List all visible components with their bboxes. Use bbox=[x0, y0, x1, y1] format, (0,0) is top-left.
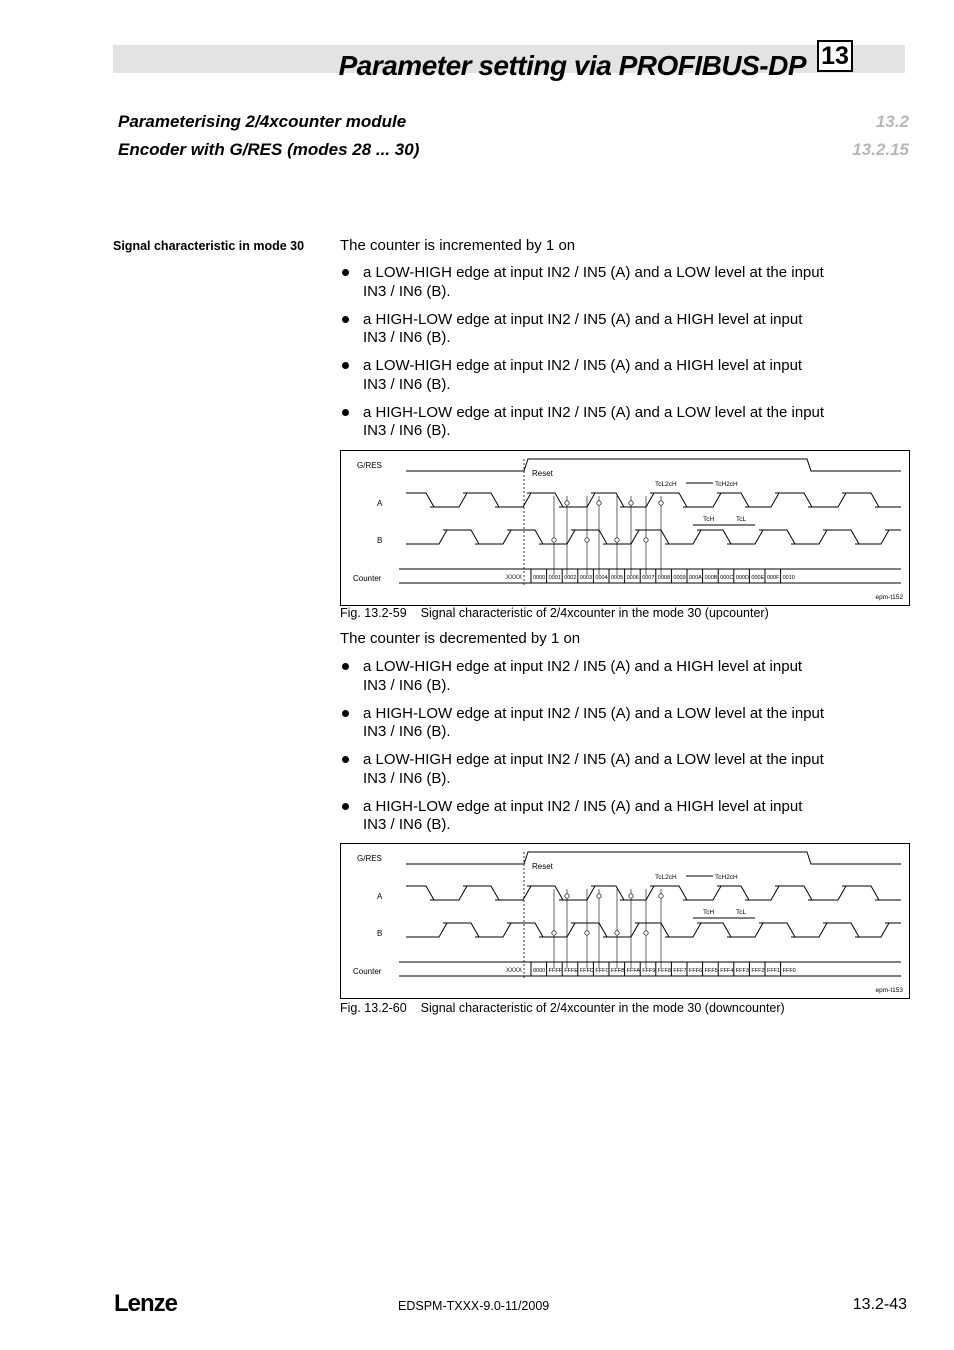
signal-label-a: A bbox=[377, 892, 383, 901]
counter-value: 000B bbox=[704, 575, 718, 581]
edge-marker-circle bbox=[565, 894, 569, 898]
timing-label-tcl: TcL bbox=[736, 516, 747, 523]
a-waveform bbox=[406, 886, 901, 900]
counter-value: 000D bbox=[735, 575, 749, 581]
section-number: 13.2 bbox=[875, 112, 909, 131]
timing-label-tch2ch: TcH2cH bbox=[715, 481, 738, 488]
page-number: 13.2-43 bbox=[852, 1296, 907, 1313]
page-title: Parameter setting via PROFIBUS-DP bbox=[338, 50, 806, 81]
counter-value: FFF3 bbox=[735, 968, 749, 974]
list-item: a HIGH-LOW edge at input IN2 / IN5 (A) and a LOW level at the input IN3 / IN6 (B). bbox=[340, 404, 880, 441]
counter-value: FFF7 bbox=[673, 968, 687, 974]
section-title: Parameterising 2/4xcounter module bbox=[118, 112, 407, 131]
counter-value: 0002 bbox=[564, 575, 577, 581]
edge-marker-circle bbox=[565, 501, 569, 505]
signal-label-counter: Counter bbox=[353, 574, 382, 583]
edge-marker-circle bbox=[615, 538, 619, 542]
figure-caption-down: Fig. 13.2-60 Signal characteristic of 2/4xcounter in the mode 30 (downcounter) bbox=[340, 1001, 785, 1015]
counter-value: FFFE bbox=[564, 968, 578, 974]
edge-marker-circle bbox=[629, 894, 633, 898]
counter-value: 0006 bbox=[626, 575, 639, 581]
timing-svg bbox=[341, 844, 909, 998]
counter-value: FFF6 bbox=[689, 968, 703, 974]
timing-label-tcl2ch: TcL2cH bbox=[655, 481, 677, 488]
signal-label-counter: Counter bbox=[353, 967, 382, 976]
edge-marker-circle bbox=[597, 894, 601, 898]
counter-value: 000F bbox=[767, 575, 780, 581]
timing-label-tch2ch: TcH2cH bbox=[715, 874, 738, 881]
counter-value: FFFC bbox=[595, 968, 610, 974]
counter-value: 0008 bbox=[657, 575, 671, 581]
counter-value: XXXX bbox=[506, 575, 523, 581]
timing-label-tcl: TcL bbox=[736, 909, 747, 916]
signal-label-gres: G/RES bbox=[357, 854, 382, 863]
list-item: a HIGH-LOW edge at input IN2 / IN5 (A) and a HIGH level at input IN3 / IN6 (B). bbox=[340, 798, 880, 835]
chapter-number: 13 bbox=[817, 40, 853, 72]
counter-value: XXXX bbox=[506, 968, 523, 974]
counter-value: FFFF bbox=[548, 968, 563, 974]
counter-value: FFF8 bbox=[657, 968, 671, 974]
signal-label-b: B bbox=[377, 536, 383, 545]
figure-caption-up: Fig. 13.2-59 Signal characteristic of 2/4xcounter in the mode 30 (upcounter) bbox=[340, 606, 769, 620]
counter-value: FFF4 bbox=[720, 968, 734, 974]
subsection-number: 13.2.15 bbox=[852, 140, 909, 159]
timing-svg bbox=[341, 451, 909, 605]
subsection-title: Encoder with G/RES (modes 28 ... 30) bbox=[118, 140, 420, 159]
reset-label: Reset bbox=[532, 862, 553, 871]
gres-waveform bbox=[406, 852, 901, 864]
counter-value: FFFB bbox=[611, 968, 625, 974]
down-bullet-list bbox=[340, 658, 880, 844]
counter-value: FFF5 bbox=[704, 968, 718, 974]
edge-marker-circle bbox=[597, 501, 601, 505]
counter-value: 000E bbox=[751, 575, 765, 581]
timing-label-tch: TcH bbox=[703, 516, 715, 523]
list-item: a LOW-HIGH edge at input IN2 / IN5 (A) and a HIGH level at input IN3 / IN6 (B). bbox=[340, 357, 880, 394]
counter-value: 0003 bbox=[579, 575, 593, 581]
counter-value: 000A bbox=[689, 575, 702, 581]
b-waveform bbox=[406, 530, 901, 544]
list-item: a HIGH-LOW edge at input IN2 / IN5 (A) and a LOW level at the input IN3 / IN6 (B). bbox=[340, 705, 880, 742]
timing-diagram-downcounter bbox=[340, 843, 910, 999]
counter-value: 0009 bbox=[673, 575, 686, 581]
document-id: EDSPM-TXXX-9.0-11/2009 bbox=[398, 1299, 550, 1313]
lenze-logo: Lenze bbox=[114, 1290, 178, 1317]
counter-value: 0010 bbox=[782, 575, 795, 581]
list-item: a LOW-HIGH edge at input IN2 / IN5 (A) and a HIGH level at input IN3 / IN6 (B). bbox=[340, 658, 880, 695]
list-item: a HIGH-LOW edge at input IN2 / IN5 (A) and a HIGH level at input IN3 / IN6 (B). bbox=[340, 311, 880, 348]
list-item: a LOW-HIGH edge at input IN2 / IN5 (A) and a LOW level at the input IN3 / IN6 (B). bbox=[340, 751, 880, 788]
edge-marker-circle bbox=[552, 931, 556, 935]
counter-value: FFFD bbox=[579, 968, 594, 974]
timing-diagram-upcounter bbox=[340, 450, 910, 606]
a-waveform bbox=[406, 493, 901, 507]
edge-marker-circle bbox=[659, 894, 663, 898]
down-intro: The counter is decremented by 1 on bbox=[340, 630, 581, 647]
side-label: Signal characteristic in mode 30 bbox=[113, 239, 305, 253]
edge-marker-circle bbox=[644, 538, 648, 542]
edge-marker-circle bbox=[629, 501, 633, 505]
counter-value: FFFA bbox=[626, 968, 641, 974]
edge-marker-circle bbox=[585, 538, 589, 542]
counter-value: 0005 bbox=[611, 575, 624, 581]
reset-label: Reset bbox=[532, 469, 553, 478]
counter-value: 0001 bbox=[548, 575, 561, 581]
edge-marker-circle bbox=[615, 931, 619, 935]
list-item: a LOW-HIGH edge at input IN2 / IN5 (A) and a LOW level at the input IN3 / IN6 (B). bbox=[340, 264, 880, 301]
counter-value: FFF0 bbox=[782, 968, 796, 974]
counter-value: 0004 bbox=[595, 575, 608, 581]
edge-marker-circle bbox=[644, 931, 648, 935]
edge-marker-circle bbox=[552, 538, 556, 542]
counter-value: 0000 bbox=[533, 968, 546, 974]
signal-label-gres: G/RES bbox=[357, 461, 382, 470]
counter-value: 0007 bbox=[642, 575, 655, 581]
b-waveform bbox=[406, 923, 901, 937]
counter-value: FFF1 bbox=[767, 968, 781, 974]
signal-label-b: B bbox=[377, 929, 383, 938]
counter-value: 000C bbox=[720, 575, 734, 581]
up-bullet-list bbox=[340, 264, 880, 450]
figure-id: epm-t152 bbox=[875, 594, 903, 601]
counter-value: FFF9 bbox=[642, 968, 656, 974]
timing-label-tch: TcH bbox=[703, 909, 715, 916]
counter-value: FFF2 bbox=[751, 968, 765, 974]
gres-waveform bbox=[406, 459, 901, 471]
figure-id: epm-t153 bbox=[875, 987, 903, 994]
up-intro: The counter is incremented by 1 on bbox=[340, 237, 576, 254]
timing-label-tcl2ch: TcL2cH bbox=[655, 874, 677, 881]
edge-marker-circle bbox=[585, 931, 589, 935]
edge-marker-circle bbox=[659, 501, 663, 505]
signal-label-a: A bbox=[377, 499, 383, 508]
counter-value: 0000 bbox=[533, 575, 546, 581]
